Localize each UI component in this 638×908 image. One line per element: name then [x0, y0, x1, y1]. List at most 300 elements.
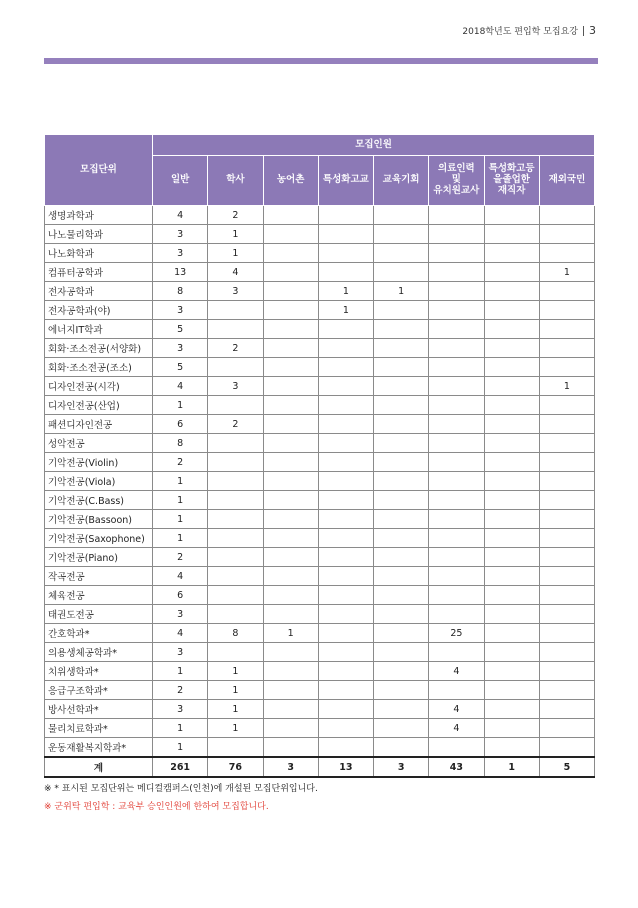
count-cell: [484, 491, 539, 510]
count-cell: [374, 510, 429, 529]
count-cell: [374, 662, 429, 681]
count-cell: 5: [539, 757, 594, 777]
count-cell: [263, 453, 318, 472]
table-row: [45, 738, 595, 758]
count-cell: [484, 681, 539, 700]
count-cell: [208, 643, 263, 662]
count-cell: 1: [153, 719, 208, 738]
count-cell: [263, 358, 318, 377]
count-cell: 2: [153, 453, 208, 472]
count-cell: [263, 396, 318, 415]
count-cell: [263, 662, 318, 681]
unit-name: 기악전공(Piano): [45, 548, 153, 567]
table-row: [45, 643, 595, 662]
count-cell: [263, 339, 318, 358]
count-cell: [429, 282, 484, 301]
count-cell: [263, 681, 318, 700]
count-cell: [374, 377, 429, 396]
count-cell: [263, 301, 318, 320]
count-cell: [263, 643, 318, 662]
column-header: 일반: [153, 156, 208, 206]
count-cell: [318, 396, 373, 415]
unit-name: 회화·조소전공(서양화): [45, 339, 153, 358]
count-cell: [539, 491, 594, 510]
unit-name: 기악전공(Saxophone): [45, 529, 153, 548]
count-cell: [484, 282, 539, 301]
count-cell: 13: [318, 757, 373, 777]
unit-name: 디자인전공(시각): [45, 377, 153, 396]
table-row: [45, 358, 595, 377]
column-header: 학사: [208, 156, 263, 206]
count-cell: [374, 206, 429, 225]
count-cell: 3: [153, 605, 208, 624]
count-cell: 4: [153, 567, 208, 586]
unit-name: 체육전공: [45, 586, 153, 605]
count-cell: [539, 244, 594, 263]
count-cell: 4: [153, 377, 208, 396]
count-cell: 1: [153, 472, 208, 491]
count-cell: [539, 719, 594, 738]
count-cell: 2: [208, 339, 263, 358]
count-cell: [484, 415, 539, 434]
count-cell: 2: [153, 681, 208, 700]
count-cell: [263, 377, 318, 396]
count-cell: [318, 605, 373, 624]
count-cell: [484, 453, 539, 472]
count-cell: 13: [153, 263, 208, 282]
count-cell: [539, 662, 594, 681]
table-row: [45, 662, 595, 681]
count-cell: 1: [153, 396, 208, 415]
unit-name: 나노화학과: [45, 244, 153, 263]
count-cell: 3: [263, 757, 318, 777]
count-cell: 8: [153, 434, 208, 453]
count-cell: [429, 738, 484, 758]
table-row: [45, 510, 595, 529]
count-cell: [539, 396, 594, 415]
count-cell: [484, 339, 539, 358]
count-cell: 1: [208, 662, 263, 681]
count-cell: [318, 377, 373, 396]
count-cell: 1: [208, 225, 263, 244]
count-cell: [208, 738, 263, 758]
count-cell: 1: [153, 491, 208, 510]
count-cell: [263, 605, 318, 624]
count-cell: [318, 567, 373, 586]
count-cell: [539, 358, 594, 377]
count-cell: 1: [153, 510, 208, 529]
count-cell: [263, 225, 318, 244]
count-cell: [429, 586, 484, 605]
unit-name: 회화·조소전공(조소): [45, 358, 153, 377]
count-cell: [263, 510, 318, 529]
count-cell: [429, 301, 484, 320]
count-cell: 1: [208, 681, 263, 700]
count-cell: [208, 472, 263, 491]
table-row: [45, 206, 595, 225]
count-cell: 1: [153, 738, 208, 758]
unit-name: 기악전공(C.Bass): [45, 491, 153, 510]
count-cell: [208, 358, 263, 377]
count-cell: 1: [208, 700, 263, 719]
count-cell: [318, 358, 373, 377]
count-cell: [208, 586, 263, 605]
count-cell: [263, 548, 318, 567]
count-cell: 43: [429, 757, 484, 777]
count-cell: [263, 244, 318, 263]
count-cell: [318, 244, 373, 263]
table-row: [45, 472, 595, 491]
count-cell: 4: [153, 206, 208, 225]
count-cell: 1: [539, 377, 594, 396]
column-header: 특성화고교: [318, 156, 373, 206]
table-row: [45, 225, 595, 244]
count-cell: [484, 225, 539, 244]
unit-name: 의용생체공학과*: [45, 643, 153, 662]
count-cell: [539, 225, 594, 244]
count-cell: 4: [429, 662, 484, 681]
count-cell: [374, 263, 429, 282]
count-cell: [374, 396, 429, 415]
page-number: 3: [589, 24, 596, 37]
count-cell: [374, 491, 429, 510]
table-row: [45, 396, 595, 415]
count-cell: 5: [153, 358, 208, 377]
count-cell: [539, 301, 594, 320]
count-cell: 4: [429, 719, 484, 738]
count-cell: [374, 225, 429, 244]
count-cell: 1: [318, 282, 373, 301]
count-cell: [484, 719, 539, 738]
count-cell: [429, 510, 484, 529]
unit-name: 컴퓨터공학과: [45, 263, 153, 282]
count-cell: [318, 643, 373, 662]
count-cell: [429, 472, 484, 491]
count-cell: [484, 510, 539, 529]
table-row: [45, 377, 595, 396]
total-row: [45, 757, 595, 777]
count-cell: [539, 339, 594, 358]
unit-name: 방사선학과*: [45, 700, 153, 719]
count-cell: [374, 719, 429, 738]
count-cell: [374, 453, 429, 472]
count-cell: [208, 529, 263, 548]
table-row: [45, 605, 595, 624]
count-cell: [539, 681, 594, 700]
unit-name: 에너지IT학과: [45, 320, 153, 339]
column-header: 재외국민: [539, 156, 594, 206]
count-cell: 2: [208, 206, 263, 225]
count-cell: 4: [208, 263, 263, 282]
count-cell: [429, 320, 484, 339]
header-rule: [44, 58, 598, 64]
count-cell: [263, 529, 318, 548]
count-cell: 1: [484, 757, 539, 777]
count-cell: 6: [153, 586, 208, 605]
count-cell: [263, 206, 318, 225]
table-row: [45, 244, 595, 263]
count-cell: [263, 263, 318, 282]
count-cell: [263, 491, 318, 510]
table-row: [45, 624, 595, 643]
unit-name: 전자공학과(야): [45, 301, 153, 320]
count-cell: [374, 301, 429, 320]
count-cell: [484, 358, 539, 377]
count-cell: [429, 681, 484, 700]
count-cell: [484, 377, 539, 396]
count-cell: [539, 510, 594, 529]
column-header: 특성화고등 을졸업한 재직자: [484, 156, 539, 206]
count-cell: [429, 396, 484, 415]
count-cell: [429, 377, 484, 396]
count-cell: [539, 453, 594, 472]
count-cell: [539, 415, 594, 434]
count-cell: [374, 681, 429, 700]
header-divider: [583, 26, 584, 36]
table-row: [45, 263, 595, 282]
count-cell: [318, 453, 373, 472]
column-header: 의료인력 및 유치원교사: [429, 156, 484, 206]
document-title: 2018학년도 편입학 모집요강: [462, 27, 578, 37]
count-cell: 4: [153, 624, 208, 643]
count-cell: 5: [153, 320, 208, 339]
count-cell: [429, 491, 484, 510]
count-cell: [208, 434, 263, 453]
unit-name: 전자공학과: [45, 282, 153, 301]
count-cell: [484, 206, 539, 225]
unit-name: 나노물리학과: [45, 225, 153, 244]
count-cell: [539, 738, 594, 758]
count-cell: [318, 719, 373, 738]
unit-name: 생명과학과: [45, 206, 153, 225]
count-cell: [539, 643, 594, 662]
count-cell: [263, 738, 318, 758]
count-cell: 3: [153, 244, 208, 263]
unit-name: 기악전공(Viola): [45, 472, 153, 491]
table-row: [45, 719, 595, 738]
count-cell: [263, 320, 318, 339]
count-cell: [374, 339, 429, 358]
count-cell: [318, 510, 373, 529]
unit-name: 성악전공: [45, 434, 153, 453]
count-cell: [539, 206, 594, 225]
count-cell: [539, 586, 594, 605]
unit-name: 운동재활복지학과*: [45, 738, 153, 758]
count-cell: [318, 624, 373, 643]
count-cell: [374, 738, 429, 758]
unit-name: 치위생학과*: [45, 662, 153, 681]
count-cell: [429, 206, 484, 225]
count-cell: [263, 567, 318, 586]
column-header: 교육기회: [374, 156, 429, 206]
count-cell: [539, 624, 594, 643]
count-cell: [263, 415, 318, 434]
table-row: [45, 567, 595, 586]
count-cell: [484, 700, 539, 719]
count-cell: [429, 453, 484, 472]
column-header: 농어촌: [263, 156, 318, 206]
count-cell: [208, 320, 263, 339]
count-cell: [429, 415, 484, 434]
count-cell: [429, 225, 484, 244]
count-cell: [318, 434, 373, 453]
count-cell: [484, 643, 539, 662]
unit-name: 기악전공(Bassoon): [45, 510, 153, 529]
count-cell: 2: [153, 548, 208, 567]
count-cell: 3: [153, 700, 208, 719]
table-row: [45, 453, 595, 472]
count-cell: [318, 529, 373, 548]
count-cell: [374, 643, 429, 662]
total-label: 계: [45, 757, 153, 777]
count-cell: [318, 586, 373, 605]
count-cell: [318, 738, 373, 758]
count-cell: [429, 548, 484, 567]
count-cell: [318, 548, 373, 567]
count-cell: [318, 415, 373, 434]
unit-name: 기악전공(Violin): [45, 453, 153, 472]
table-row: [45, 415, 595, 434]
count-cell: 261: [153, 757, 208, 777]
count-cell: [429, 339, 484, 358]
count-cell: [484, 586, 539, 605]
count-cell: [539, 548, 594, 567]
unit-name: 태권도전공: [45, 605, 153, 624]
count-cell: [318, 662, 373, 681]
count-cell: [374, 358, 429, 377]
count-cell: 76: [208, 757, 263, 777]
unit-column-header: 모집단위: [45, 135, 153, 206]
count-cell: [263, 472, 318, 491]
count-cell: [429, 263, 484, 282]
count-cell: [318, 472, 373, 491]
count-cell: [484, 244, 539, 263]
count-cell: [484, 567, 539, 586]
count-cell: [484, 263, 539, 282]
count-cell: 1: [539, 263, 594, 282]
unit-name: 간호학과*: [45, 624, 153, 643]
count-cell: [374, 700, 429, 719]
unit-name: 작곡전공: [45, 567, 153, 586]
count-cell: 3: [153, 643, 208, 662]
count-cell: 3: [374, 757, 429, 777]
count-cell: [374, 624, 429, 643]
unit-name: 패션디자인전공: [45, 415, 153, 434]
count-cell: 1: [263, 624, 318, 643]
count-cell: [318, 225, 373, 244]
table-row: [45, 700, 595, 719]
count-cell: 6: [153, 415, 208, 434]
count-cell: [429, 605, 484, 624]
count-cell: [374, 415, 429, 434]
table-row: [45, 434, 595, 453]
count-cell: [208, 453, 263, 472]
table-row: [45, 282, 595, 301]
count-cell: [374, 548, 429, 567]
count-cell: [208, 510, 263, 529]
count-cell: 3: [153, 301, 208, 320]
count-cell: [208, 491, 263, 510]
count-cell: [208, 548, 263, 567]
count-cell: [539, 700, 594, 719]
count-cell: 1: [318, 301, 373, 320]
count-cell: 8: [153, 282, 208, 301]
count-cell: [539, 320, 594, 339]
count-cell: [484, 738, 539, 758]
count-cell: [263, 700, 318, 719]
count-cell: [429, 244, 484, 263]
count-cell: [318, 339, 373, 358]
count-cell: 1: [208, 244, 263, 263]
count-cell: [208, 301, 263, 320]
count-cell: [484, 624, 539, 643]
count-cell: 3: [208, 282, 263, 301]
count-cell: [318, 681, 373, 700]
table-row: [45, 339, 595, 358]
table-row: [45, 586, 595, 605]
count-cell: [374, 586, 429, 605]
count-cell: [318, 263, 373, 282]
count-cell: [429, 358, 484, 377]
count-cell: [374, 567, 429, 586]
count-cell: [539, 567, 594, 586]
count-cell: [208, 567, 263, 586]
count-cell: [318, 320, 373, 339]
count-cell: [484, 662, 539, 681]
count-cell: [374, 605, 429, 624]
count-cell: [539, 282, 594, 301]
count-cell: [318, 700, 373, 719]
count-cell: [484, 396, 539, 415]
count-cell: 3: [208, 377, 263, 396]
table-row: [45, 681, 595, 700]
count-cell: [484, 529, 539, 548]
count-cell: [484, 605, 539, 624]
count-cell: [539, 472, 594, 491]
count-cell: [484, 434, 539, 453]
count-cell: 4: [429, 700, 484, 719]
count-cell: 3: [153, 225, 208, 244]
table-row: [45, 529, 595, 548]
count-cell: [263, 282, 318, 301]
count-cell: [429, 567, 484, 586]
table-row: [45, 320, 595, 339]
count-cell: [374, 244, 429, 263]
count-cell: [429, 643, 484, 662]
count-cell: 1: [153, 662, 208, 681]
count-cell: 1: [153, 529, 208, 548]
count-cell: 1: [374, 282, 429, 301]
count-cell: [429, 434, 484, 453]
count-cell: [263, 434, 318, 453]
table-row: [45, 301, 595, 320]
note-medical-campus: ※ * 표시된 모집단위는 메디컬캠퍼스(인천)에 개설된 모집단위입니다.: [44, 784, 318, 794]
count-cell: [263, 586, 318, 605]
count-cell: [374, 434, 429, 453]
count-cell: [539, 529, 594, 548]
count-cell: [484, 320, 539, 339]
count-cell: [539, 605, 594, 624]
count-cell: [429, 529, 484, 548]
table-row: [45, 491, 595, 510]
count-cell: [539, 434, 594, 453]
unit-name: 디자인전공(산업): [45, 396, 153, 415]
count-cell: [484, 548, 539, 567]
recruitment-table: [44, 134, 595, 778]
count-cell: [318, 491, 373, 510]
count-cell: 2: [208, 415, 263, 434]
count-cell: [374, 320, 429, 339]
